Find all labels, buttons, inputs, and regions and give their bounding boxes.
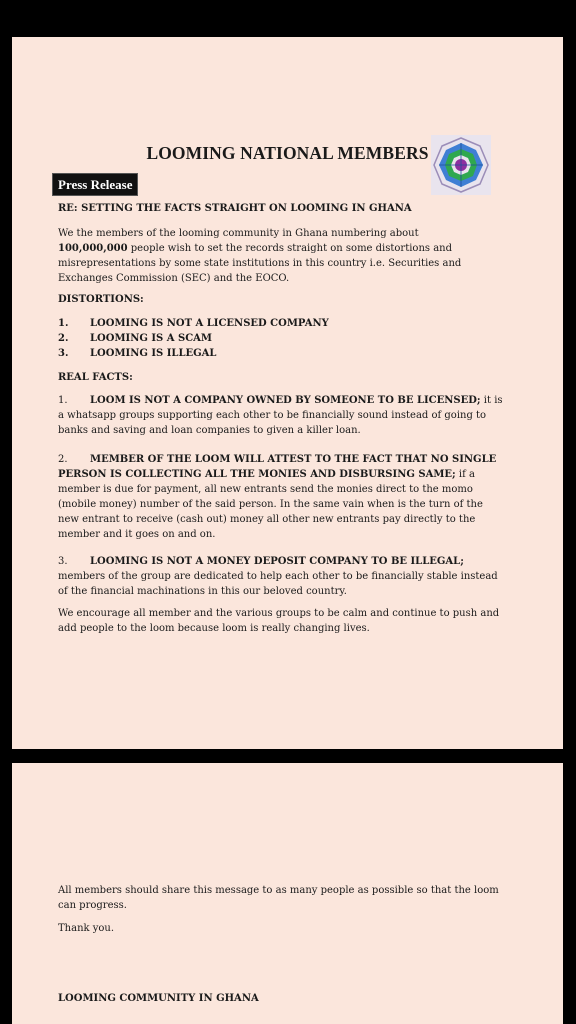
signature-line: LOOMING COMMUNITY IN GHANA xyxy=(58,993,259,1004)
list-item-number: 2. xyxy=(58,333,69,344)
encourage-paragraph: We encourage all member and the various groups to be calm and continue to push and add people to the loom because loom is really changing lives. xyxy=(58,608,500,634)
document-page-2 xyxy=(12,763,563,1024)
intro-text-1: We the members of the looming community in Ghana numbering about xyxy=(58,228,419,239)
press-release-badge: Press Release xyxy=(52,173,138,196)
list-item-number: 1. xyxy=(58,318,69,329)
list-item-text: LOOMING IS ILLEGAL xyxy=(90,348,217,359)
list-item xyxy=(58,331,329,346)
fact-bold-text: LOOMING IS NOT A MONEY DEPOSIT COMPANY TO BE ILLEGAL; xyxy=(90,556,464,567)
fact-paragraph-1 xyxy=(58,393,506,438)
list-item xyxy=(58,346,329,361)
fact-paragraph-2 xyxy=(58,452,506,542)
fact-bold-text: MEMBER OF THE LOOM WILL ATTEST TO THE FACT THAT NO SINGLE PERSON IS COLLECTING ALL THE MONIES AND DISBURSING SAME; xyxy=(58,454,497,480)
fact-text: members of the group are dedicated to help each other to be financially stable instead of the financial machinations in this our beloved country. xyxy=(58,571,498,597)
octagon-emblem-icon xyxy=(431,135,491,195)
distortions-list xyxy=(58,316,329,361)
re-subject-line: RE: SETTING THE FACTS STRAIGHT ON LOOMING IN GHANA xyxy=(58,203,412,214)
list-item-number: 3. xyxy=(58,348,69,359)
share-paragraph: All members should share this message to as many people as possible so that the loom can progress. xyxy=(58,885,499,911)
fact-text: it is a whatsapp groups supporting each other to be financially sound instead of going to banks and saving and loan companies to given a killer loan. xyxy=(58,395,503,436)
fact-number: 2. xyxy=(58,454,68,465)
list-item-text: LOOMING IS NOT A LICENSED COMPANY xyxy=(90,318,329,329)
fact-bold-text: LOOM IS NOT A COMPANY OWNED BY SOMEONE TO BE LICENSED; xyxy=(90,395,481,406)
document-page-1 xyxy=(12,37,563,749)
fact-number: 1. xyxy=(58,395,68,406)
intro-bold-number: 100,000,000 xyxy=(58,243,128,254)
thank-you-text: Thank you. xyxy=(58,923,115,934)
intro-text-2: people wish to set the records straight on some distortions and misrepresentations by some state institutions in this country i.e. Securities and Exchanges Commission (SEC) and the EOCO. xyxy=(58,243,462,284)
distortions-heading: DISTORTIONS: xyxy=(58,294,144,305)
fact-number: 3. xyxy=(58,556,68,567)
real-facts-heading: REAL FACTS: xyxy=(58,372,133,383)
intro-paragraph xyxy=(58,226,506,286)
fact-text: if a member is due for payment, all new entrants send the monies direct to the momo (mobile money) number of the said person. In the same vain when is the turn of the new entrant to receive (cash out) money all other new entrants pay directly to the member and it goes on and on. xyxy=(58,469,483,540)
list-item-text: LOOMING IS A SCAM xyxy=(90,333,212,344)
document-title: LOOMING NATIONAL MEMBERS xyxy=(146,143,429,163)
fact-paragraph-3 xyxy=(58,554,506,599)
list-item xyxy=(58,316,329,331)
